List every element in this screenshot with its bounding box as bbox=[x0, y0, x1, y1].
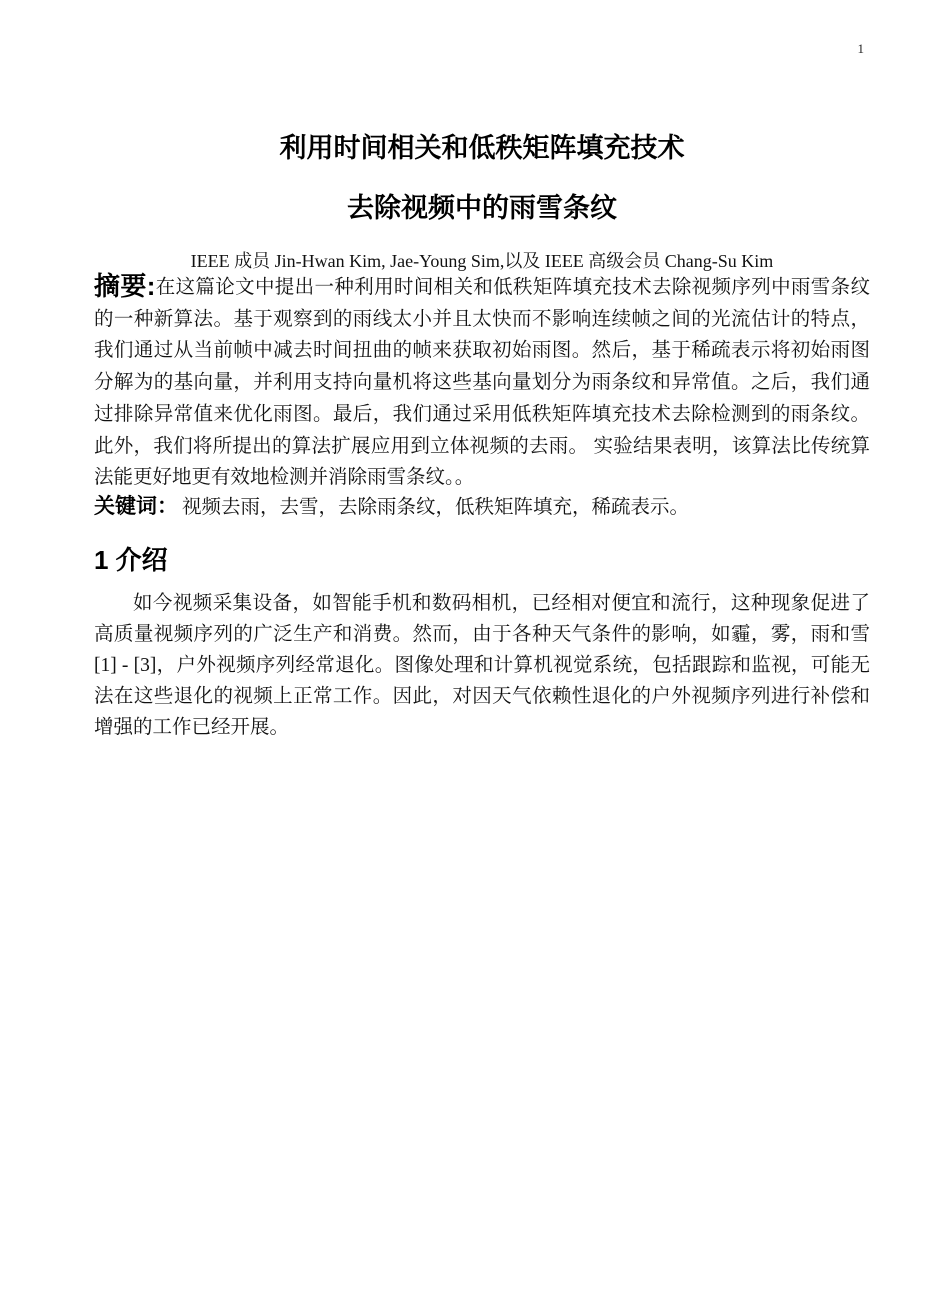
document-title-line-1: 利用时间相关和低秩矩阵填充技术 bbox=[279, 133, 685, 163]
document-title-line-2: 去除视频中的雨雪条纹 bbox=[347, 193, 617, 223]
document-title bbox=[94, 118, 870, 238]
page-number: 1 bbox=[857, 41, 864, 56]
abstract-label: 摘要: bbox=[94, 271, 156, 301]
keywords-label: 关键词： bbox=[94, 495, 178, 518]
abstract-paragraph bbox=[94, 272, 870, 494]
introduction-paragraph: 如今视频采集设备，如智能手机和数码相机，已经相对便宜和流行，这种现象促进了高质量视频序列的广泛生产和消费。然而，由于各种天气条件的影响，如霾，雾，雨和雪[1] - [3]，户外视频序列经常退化。图像处理和计算机视觉系统，包括跟踪和监视，可能无法在这些退化的视频上正常工作。因此，对因天气依赖性退化的户外视频序列进行补偿和增强的工作已经开展。 bbox=[94, 593, 870, 738]
section-heading-introduction: 1 介绍 bbox=[94, 545, 168, 575]
keywords-line bbox=[94, 492, 870, 524]
author-byline: IEEE 成员 Jin-Hwan Kim, Jae-Young Sim,以及 IEEE 高级会员 Chang-Su Kim bbox=[190, 251, 774, 271]
abstract-text: 在这篇论文中提出一种利用时间相关和低秩矩阵填充技术去除视频序列中雨雪条纹的一种新算法。基于观察到的雨线太小并且太快而不影响连续帧之间的光流估计的特点，我们通过从当前帧中减去时间扭曲的帧来获取初始雨图。然后，基于稀疏表示将初始雨图分解为的基向量，并利用支持向量机将这些基向量划分为雨条纹和异常值。之后，我们通过排除异常值来优化雨图。最后，我们通过采用低秩矩阵填充技术去除检测到的雨条纹。此外，我们将所提出的算法扩展应用到立体视频的去雨。 实验结果表明，该算法比传统算法能更好地更有效地检测并消除雨雪条纹。。 bbox=[94, 277, 870, 489]
keywords-text: 视频去雨，去雪，去除雨条纹，低秩矩阵填充，稀疏表示。 bbox=[182, 497, 690, 518]
